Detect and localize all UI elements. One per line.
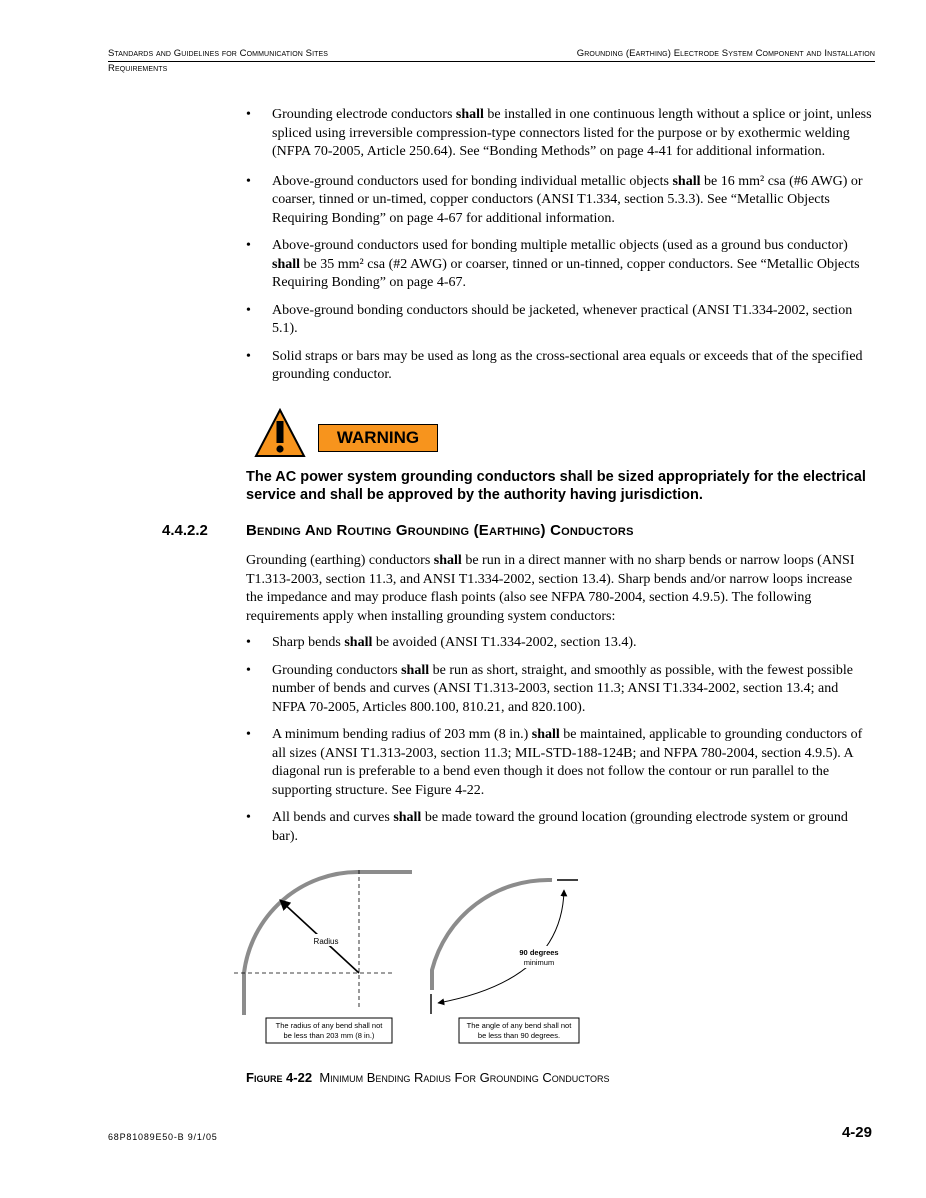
list-item: • Above-ground bonding conductors should be jacketed, whenever practical (ANSI T1.334-2002, section 5.1). <box>246 302 872 339</box>
section-intro: Grounding (earthing) conductors shall be run in a direct manner with no sharp bends or narrow loops (ANSI T1.313-2003, section 11.3, and ANSI T1.334-2002, section 13.4). Sharp bends and/or narrow loops increase the impedance and may produce flash points (also see NFPA 780-2004, section 4.9.5). The following requirements apply when installing grounding system conductors: <box>246 553 855 624</box>
warning-text: The AC power system grounding conductors shall be sized appropriately for the electrical service and shall be approved by the authority having jurisdiction. <box>246 469 866 503</box>
list-item: • Solid straps or bars may be used as long as the cross-sectional area equals or exceeds that of the specified grounding conductor. <box>246 348 872 385</box>
list-item: • All bends and curves shall be made toward the ground location (grounding electrode system or ground bar). <box>246 809 872 846</box>
figure-caption <box>246 1070 610 1085</box>
warning-label: WARNING <box>318 424 438 452</box>
top-bullet-list-container <box>246 106 872 385</box>
header-rule <box>108 61 875 62</box>
warning-block <box>246 408 872 508</box>
radius-label: Radius <box>313 937 339 946</box>
list-item: • Sharp bends shall be avoided (ANSI T1.334-2002, section 13.4). <box>246 634 872 653</box>
list-item: • A minimum bending radius of 203 mm (8 in.) shall be maintained, applicable to grounding conductors of all sizes (ANSI T1.313-2003, section 11.3; MIL-STD-188-124B; and NFPA 780-2004, section 4.9.5). A diagonal run is preferable to a bend even though it does not follow the contour or run parallel to the supporting structure. See Figure 4-22. <box>246 726 872 800</box>
section-title: Bending And Routing Grounding (Earthing) Conductors <box>246 522 634 539</box>
top-bullet-list <box>246 106 872 385</box>
list-item: • Grounding electrode conductors shall be installed in one continuous length without a splice or joint, unless spliced using irreversible compression-type connectors listed for the purpose or by exothermic welding (NFPA 70-2005, Article 250.64). See “Bonding Methods” on page 4-41 for additional information. <box>246 106 872 162</box>
section-number: 4.4.2.2 <box>162 522 208 539</box>
list-item: • Above-ground conductors used for bonding individual metallic objects shall be 16 mm² csa (#6 AWG) or coarser, tinned or un-timed, copper conductors (ANSI T1.334, section 5.3.3). See “Metallic Objects Requiring Bonding” on page 4-67 for additional information. <box>246 173 872 229</box>
radius-note-line2: be less than 203 mm (8 in.) <box>283 1031 375 1040</box>
list-item: • Above-ground conductors used for bonding multiple metallic objects (used as a ground bus conductor) shall be 35 mm² csa (#2 AWG) or coarser, tinned or un-tinned, copper conductors. See “Metallic Objects Requiring Bonding” on page 4-67. <box>246 237 872 293</box>
header-left-subtitle: Requirements <box>108 63 168 74</box>
angle-label-line2: minimum <box>523 958 555 967</box>
figure-caption-number: Figure 4-22 <box>246 1070 313 1085</box>
conductor-bend-right <box>432 880 555 990</box>
footer-doc-id: 68P81089E50-B 9/1/05 <box>108 1132 218 1142</box>
bottom-bullet-list <box>246 634 872 846</box>
section-body <box>246 552 872 846</box>
header-right-title: Grounding (Earthing) Electrode System Component and Installation <box>576 48 875 59</box>
angle-note-line2: be less than 90 degrees. <box>477 1031 561 1040</box>
header-left-title: Standards and Guidelines for Communication Sites <box>108 48 329 59</box>
radius-note-line1: The radius of any bend shall not <box>275 1021 383 1030</box>
footer-page-number: 4-29 <box>841 1124 872 1141</box>
list-item: • Grounding conductors shall be run as short, straight, and smoothly as possible, with the fewest possible number of bends and curves (ANSI T1.313-2003, section 11.3; ANSI T1.334-2002, section 13.4; and NFPA 70-2005, Articles 800.100, 810.21, and 820.100). <box>246 662 872 718</box>
figure-caption-text: Minimum Bending Radius For Grounding Conductors <box>319 1070 610 1085</box>
bending-radius-figure <box>232 870 612 1050</box>
angle-label-line1: 90 degrees <box>519 948 559 957</box>
warning-triangle-icon <box>254 408 306 458</box>
angle-note-line1: The angle of any bend shall not <box>466 1021 572 1030</box>
